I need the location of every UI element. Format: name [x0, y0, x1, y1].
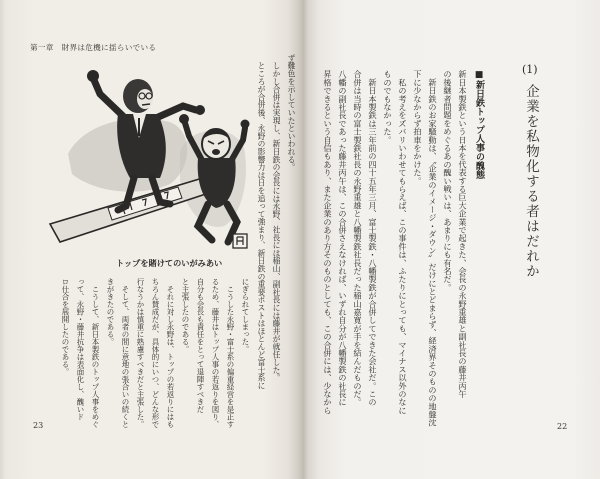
text-column: にぎられてしまった。 — [241, 278, 250, 353]
text-column: 新日本製鉄という日本を代表する巨大企業で起きた、会長の永野重雄と副社長の藤井丙午 — [458, 70, 468, 398]
text-column: と主張したのである。 — [181, 278, 190, 353]
text-column: 昇格できるという自信もあり、また企業のあり方そのものとしても、この合併には、少なから — [323, 70, 333, 415]
text-column: って、永野・藤井抗争は表面化し、醜いド — [76, 278, 85, 421]
text-column: 合併は当時の富士製鉄社長の永野重雄と八幡製鉄社長だった稲山嘉寛が手を結んだものだ。 — [353, 70, 363, 407]
subheading-text: ■新日鉄トップ人事の醜態 — [474, 70, 484, 179]
text-column: 八幡の副社長であった藤井丙午は、この合併さえなければ、いずれ自分が八幡製鉄の社長に — [338, 70, 348, 407]
section-title — [520, 84, 542, 289]
text-column: 新日鉄のお家騒動は、〝企業のイメージ・ダウン〟だけにとどまらず、経済界そのものの地盤沈 — [428, 70, 438, 427]
text-column: 私の考えをズバリいわせてもらえば、この事件は、ふたりにとっても、マイナス以外のなに — [398, 70, 408, 415]
text-column: 下に少なからず拍車をかけた。 — [413, 70, 423, 185]
illustration-caption: トップを賭けてのいがみあい — [116, 258, 223, 268]
text-column: の後継者問題をめぐるあの醜い戦いは、あまりにも有名だ。 — [443, 70, 453, 292]
text-column: ものでもなかった。 — [383, 70, 393, 144]
text-column: こうした永野・富士系の偏重経営を是正す — [226, 278, 235, 428]
text-column: 行なうかは慎重に熟慮すべきだと主張した。 — [136, 278, 145, 428]
running-head: 第一章 財界は危機に揺らいでいる — [30, 43, 157, 52]
text-column: ず難色を示していたといわれる。 — [287, 54, 296, 171]
section-title-text: 企業を私物化する者はだれか — [523, 84, 539, 279]
text-column: 新日本製鉄は三年前の四十五年三月、富士製鉄・八幡製鉄が合併してできた会社だ。この — [368, 70, 378, 407]
section-number: (1) — [522, 63, 538, 76]
cartoon-illustration — [38, 56, 250, 254]
text-column: るため、藤井はトップ人事の若返りを図り、 — [211, 278, 220, 428]
left-page-text-lower — [58, 278, 253, 430]
right-page-text — [320, 70, 470, 428]
text-column: しかし合併は実現し、新日鉄の会長には永野、社長には稲山、副社長には藤井が就任した。 — [272, 54, 281, 382]
text-column: それに対し永野は、トップの若返りにはも — [166, 278, 175, 428]
text-column: そして、両者の間に意地の張合いの続くと — [121, 278, 130, 428]
text-column: きがきたのである。 — [106, 278, 115, 346]
left-page-text-upper — [254, 54, 299, 428]
text-column: ところが合併後、永野の影響力は日を追って強まり、新日鉄の重要ポストはほとんど富士系に — [257, 54, 266, 390]
page-number-right: 22 — [557, 422, 568, 431]
text-column: ロ仕合を展開したのである。 — [61, 278, 70, 376]
text-column: ちろん賛成だが、具体的にいつ、どんな形で — [151, 278, 160, 428]
subheading — [471, 70, 487, 220]
text-column: 自分も会長も責任をとって退陣すべきだ — [196, 278, 205, 413]
text-column: こうして、新日本製鉄のトップ人事をめぐ — [91, 278, 100, 428]
page-number-left: 23 — [33, 421, 44, 430]
artist-seal — [233, 234, 247, 248]
